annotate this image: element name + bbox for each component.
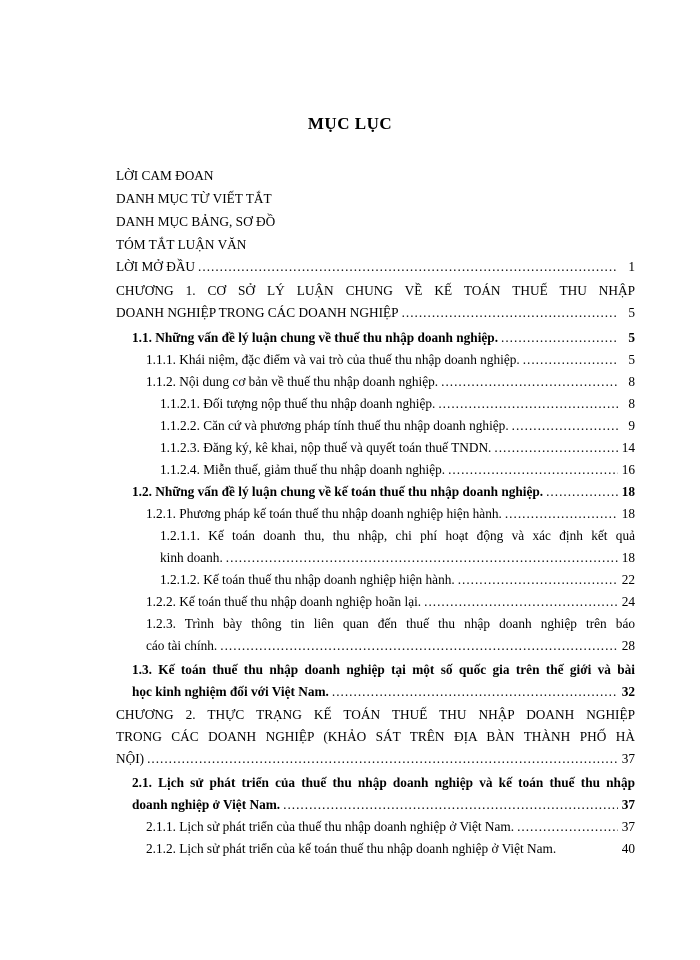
toc-page-number: 16 [621,462,635,477]
toc-entry [116,256,635,278]
toc-entry-text: 1.2.2. Kế toán thuế thu nhập doanh nghiệp hoãn lại. [146,594,422,609]
toc-entry-text: CHƯƠNG 1. CƠ SỞ LÝ LUẬN CHUNG VỀ KẾ TOÁN THUẾ THU NHẬP [116,283,635,298]
dot-leader [332,681,618,703]
toc-entry [132,659,635,681]
toc-entry-text: LỜI CAM ĐOAN [116,168,214,183]
toc-entry-text: học kinh nghiệm đối với Việt Nam. [132,684,329,699]
toc-entry [116,302,635,324]
toc-entry-text: DANH MỤC BẢNG, SƠ ĐỒ [116,214,276,229]
toc-entry [132,481,635,503]
toc-entry [146,371,635,393]
toc-entry-text: 1.2. Những vấn đề lý luận chung về kế toán thuế thu nhập doanh nghiệp. [132,484,544,499]
toc-page-number: 8 [628,396,635,411]
dot-leader [220,635,618,657]
toc-entry-text: doanh nghiệp ở Việt Nam. [132,797,281,812]
toc-page-number: 28 [621,638,635,653]
toc-entry-text: 2.1.1. Lịch sử phát triển của thuế thu nhập doanh nghiệp ở Việt Nam. [146,819,515,834]
toc-entry-text: 1.1. Những vấn đề lý luận chung về thuế thu nhập doanh nghiệp. [132,330,499,345]
toc-page-number: 5 [628,330,635,345]
toc-entry [160,437,635,459]
page-title: MỤC LỤC [307,114,393,133]
toc-entry-text: TÓM TẮT LUẬN VĂN [116,237,247,252]
toc-entry-text: TRONG CÁC DOANH NGHIỆP (KHẢO SÁT TRÊN ĐỊA BÀN THÀNH PHỐ HÀ [116,729,635,744]
toc-entry [160,547,635,569]
dot-leader [546,481,618,503]
toc-entry-text: LỜI MỞ ĐẦU [116,259,196,274]
toc-entry [146,816,635,838]
dot-leader [501,327,618,349]
dot-leader [226,547,618,569]
toc-entry-text: 1.2.1. Phương pháp kế toán thuế thu nhập doanh nghiệp hiện hành. [146,506,502,521]
toc-entry-text: 1.1.2.3. Đăng ký, kê khai, nộp thuế và quyết toán thuế TNDN. [160,440,492,455]
toc-entry [116,234,635,256]
dot-leader [438,393,618,415]
toc-entry [116,726,635,748]
toc-page-number: 22 [621,572,635,587]
toc-page-number: 14 [621,440,635,455]
toc-page-number: 18 [621,550,635,565]
toc-page-number: 1 [628,259,635,274]
toc-entry [146,838,635,860]
toc-entry-text: 1.1.2. Nội dung cơ bản về thuế thu nhập doanh nghiệp. [146,374,439,389]
toc-entry-text: kinh doanh. [160,550,223,565]
toc-entry-text: CHƯƠNG 2. THỰC TRẠNG KẾ TOÁN THUẾ THU NHẬP DOANH NGHIỆP [116,707,635,722]
toc-page-number: 8 [628,374,635,389]
toc-entry-text: 1.1.1. Khái niệm, đặc điểm và vai trò của thuế thu nhập doanh nghiệp. [146,352,520,367]
dot-leader [494,437,618,459]
toc-entry [116,748,635,770]
toc-page-number: 5 [628,305,635,320]
toc-entry-text: 1.3. Kế toán thuế thu nhập doanh nghiệp tại một số quốc gia trên thế giới và bài [132,662,635,677]
toc-entry [132,327,635,349]
toc-entry [146,349,635,371]
toc-entry [160,393,635,415]
toc-entry-text: 2.1.2. Lịch sử phát triển của kế toán thuế thu nhập doanh nghiệp ở Việt Nam. [146,841,557,856]
toc-entry [160,459,635,481]
toc-entry [132,772,635,794]
dot-leader [283,794,618,816]
toc-entry-text: NỘI) [116,751,145,766]
toc-page-number: 24 [621,594,635,609]
toc-entry-text: 1.1.2.4. Miễn thuế, giảm thuế thu nhập doanh nghiệp. [160,462,446,477]
toc-entry-text: DOANH NGHIỆP TRONG CÁC DOANH NGHIỆP [116,305,399,320]
toc-entry [116,188,635,210]
dot-leader [441,371,618,393]
dot-leader [424,591,618,613]
toc-entry-text: 2.1. Lịch sử phát triển của thuế thu nhập doanh nghiệp và kế toán thuế thu nhập [132,775,635,790]
toc-page-number: 37 [621,797,635,812]
toc-entry [160,525,635,547]
toc-page-number: 37 [621,751,635,766]
toc-entry [146,503,635,525]
toc-entry [116,211,635,233]
dot-leader [512,415,618,437]
toc-page-number: 40 [621,841,635,856]
dot-leader [402,302,618,324]
toc-entry [132,794,635,816]
toc-entry [146,591,635,613]
toc-page-number: 18 [621,484,635,499]
toc-entry [146,613,635,635]
dot-leader [198,256,618,278]
toc-page-number: 5 [628,352,635,367]
dot-leader [147,748,618,770]
toc-entry [146,635,635,657]
toc-page-number: 18 [621,506,635,521]
toc-entry-text: 1.2.1.2. Kế toán thuế thu nhập doanh nghiệp hiện hành. [160,572,455,587]
toc-entry [160,415,635,437]
toc-page-number: 9 [628,418,635,433]
toc-entry-text: 1.2.3. Trình bày thông tin liên quan đến thuế thu nhập doanh nghiệp trên báo [146,616,635,631]
toc-entry [116,280,635,302]
toc-entry-text: cáo tài chính. [146,638,218,653]
dot-leader [458,569,618,591]
toc-page-number: 37 [621,819,635,834]
toc-entry-text: 1.1.2.1. Đối tượng nộp thuế thu nhập doanh nghiệp. [160,396,436,411]
dot-leader [517,816,618,838]
toc-entry-text: 1.2.1.1. Kế toán doanh thu, thu nhập, chi phí hoạt động và xác định kết quả [160,528,635,543]
dot-leader [448,459,618,481]
toc-entry-text: 1.1.2.2. Căn cứ và phương pháp tính thuế thu nhập doanh nghiệp. [160,418,509,433]
toc-page-number: 32 [621,684,635,699]
toc-entry [132,681,635,703]
toc-entry-text: DANH MỤC TỪ VIẾT TẮT [116,191,272,206]
toc-entry [116,704,635,726]
dot-leader [505,503,618,525]
dot-leader [523,349,618,371]
toc-entry [116,165,635,187]
toc-entry [160,569,635,591]
